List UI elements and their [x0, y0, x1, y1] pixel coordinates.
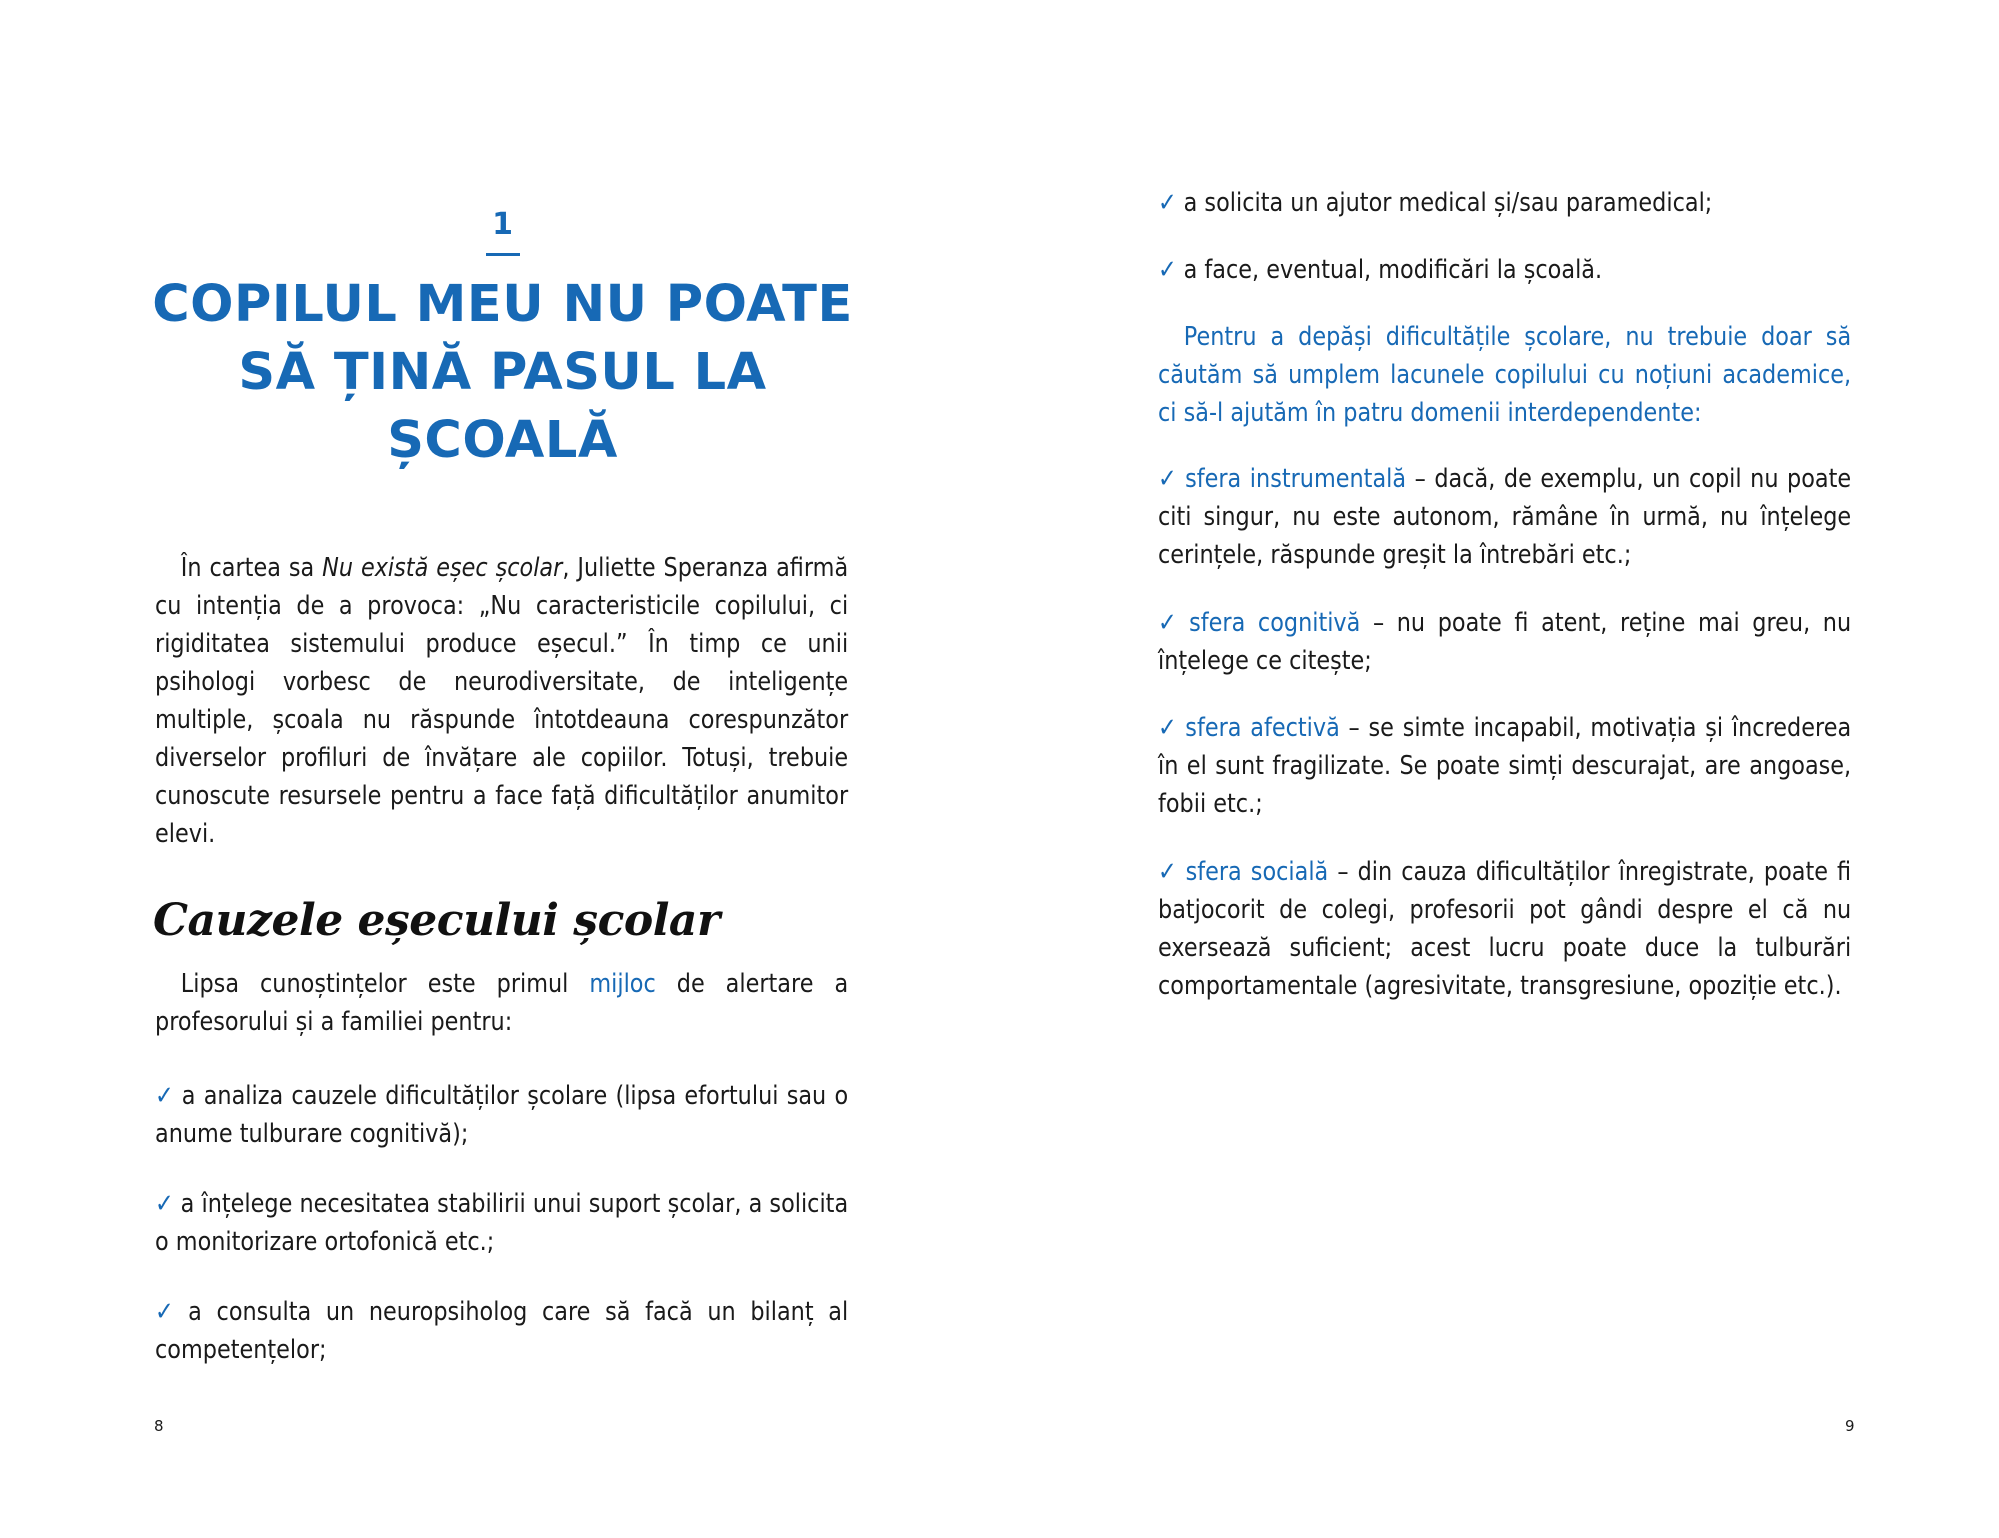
check-icon: ✓ — [1158, 188, 1177, 218]
bullet-item — [1158, 184, 1851, 222]
highlight-paragraph: Pentru a depăși dificultățile școlare, nu trebuie doar să căutăm să umplem lacunele copilului cu noțiuni academice, ci să-l ajutăm în patru domenii interdependente: — [1158, 322, 1852, 428]
check-icon: ✓ — [155, 1189, 174, 1219]
sphere-text: – dacă, de exemplu, un copil nu poate citi singur, nu este autonom, rămâne în urmă, nu înțelege cerințele, răspunde greșit la întrebări etc.; — [1158, 464, 1852, 570]
sphere-term: sfera afectivă — [1185, 713, 1340, 743]
sphere-text: – din cauza dificultăților înregistrate, poate fi batjocorit de colegi, profesorii pot gândi despre el că nu exersează suficient; acest lucru poate duce la tulburări comportamentale (agresivitate, transgresiune, opoziție etc.). — [1158, 857, 1852, 1001]
chapter-number-underline — [486, 253, 520, 256]
bullet-text: a face, eventual, modificări la școală. — [1183, 255, 1603, 285]
lead-text-rest: de alertare a profesorului și a familiei pentru: — [155, 969, 849, 1037]
check-icon: ✓ — [155, 1297, 182, 1327]
intro-text-rest: , Juliette Speranza afirmă cu intenția de a provoca: „Nu caracteristicile copilului, ci rigiditatea sistemului produce eșecul.” În timp ce unii psihologi vorbesc de neurodiversitate, de inteligențe multiple, școala nu răspunde întotdeauna corespunzător diverselor profiluri de învățare ale copiilor. Totuși, trebuie cunoscute resursele pentru a face față dificultăților anumitor elevi. — [155, 553, 849, 849]
bullet-text: a înțelege necesitatea stabilirii unui suport școlar, a solicita o monitorizare ortofonică etc.; — [155, 1189, 849, 1257]
sphere-item — [1158, 460, 1851, 574]
bullet-item — [155, 1077, 848, 1153]
sphere-text: – se simte incapabil, motivația și încrederea în el sunt fragilizate. Se poate simți descurajat, are angoase, fobii etc.; — [1158, 713, 1852, 819]
check-icon: ✓ — [1158, 464, 1179, 494]
bullet-item — [155, 1185, 848, 1261]
check-icon: ✓ — [1158, 608, 1183, 638]
sphere-item — [1158, 709, 1851, 823]
bullet-text: a consulta un neuropsiholog care să facă un bilanț al competențelor; — [155, 1297, 849, 1365]
sphere-term: sfera socială — [1185, 857, 1329, 887]
chapter-title-line-1: COPILUL MEU NU POATE — [152, 275, 853, 334]
book-title: Nu există eșec școlar — [322, 553, 563, 583]
right-page — [1000, 0, 1999, 1538]
chapter-number: 1 — [492, 207, 513, 242]
page-number-left: 8 — [154, 1417, 164, 1435]
section-heading: Cauzele eșecului școlar — [153, 895, 720, 946]
sphere-term: sfera cognitivă — [1189, 608, 1361, 638]
sphere-term: sfera instrumentală — [1185, 464, 1407, 494]
bullet-item — [155, 1293, 848, 1369]
lead-text-start: Lipsa cunoștințelor este primul — [180, 969, 590, 999]
check-icon: ✓ — [1158, 857, 1179, 887]
chapter-title-line-2: SĂ ȚINĂ PASUL LA ȘCOALĂ — [238, 343, 767, 470]
sphere-text: – nu poate fi atent, reține mai greu, nu înțelege ce citește; — [1158, 608, 1852, 676]
intro-paragraph — [155, 549, 848, 853]
sphere-item — [1158, 604, 1851, 680]
bullet-text: a solicita un ajutor medical și/sau paramedical; — [1183, 188, 1713, 218]
check-icon: ✓ — [1158, 713, 1179, 743]
page-number-right: 9 — [1845, 1417, 1855, 1435]
bullet-item — [1158, 251, 1851, 289]
chapter-title — [140, 271, 865, 475]
bullet-text: a analiza cauzele dificultăților școlare (lipsa efortului sau o anume tulburare cognitivă); — [155, 1081, 849, 1149]
lead-paragraph — [155, 965, 848, 1041]
check-icon: ✓ — [155, 1081, 175, 1111]
check-icon: ✓ — [1158, 255, 1177, 285]
sphere-item — [1158, 853, 1851, 1005]
intro-text-start: În cartea sa — [180, 553, 323, 583]
lead-highlight: mijloc — [589, 969, 656, 999]
